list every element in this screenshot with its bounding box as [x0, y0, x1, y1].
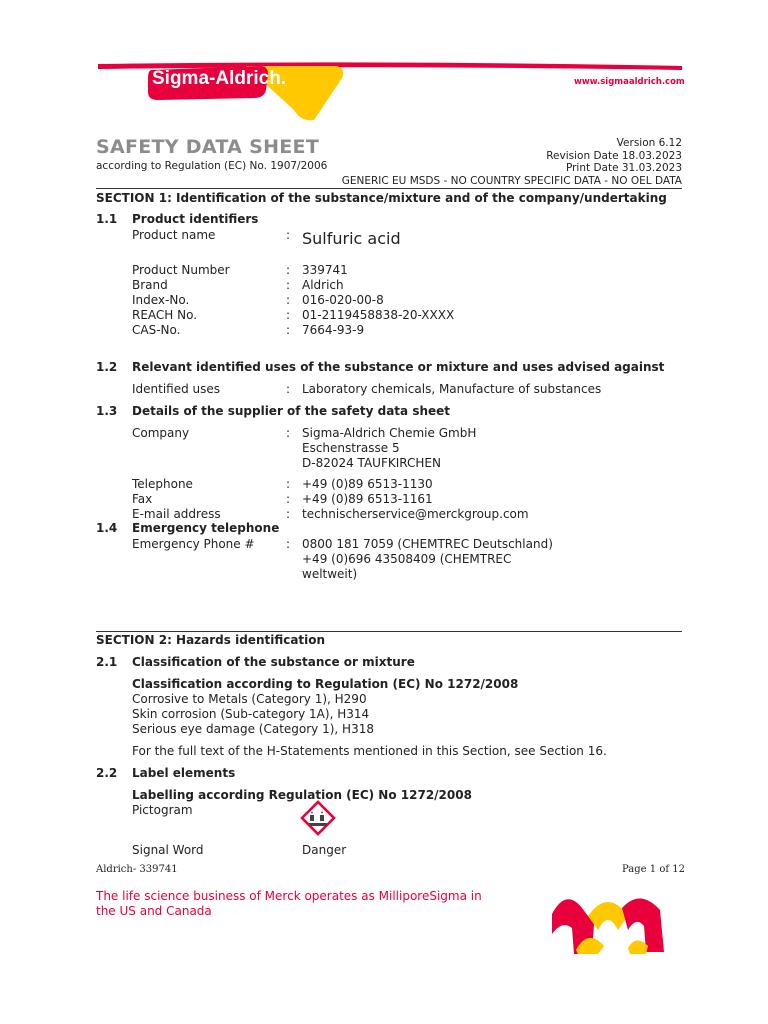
s1-2-title: Relevant identified uses of the substance or mixture and uses advised against — [132, 360, 665, 374]
s1-4-number: 1.4 — [96, 521, 118, 535]
company-city: D-82024 TAUFKIRCHEN — [302, 456, 441, 470]
s1-1-number: 1.1 — [96, 212, 118, 226]
pictogram-label: Pictogram — [132, 803, 193, 817]
generic-note: GENERIC EU MSDS - NO COUNTRY SPECIFIC DATA - NO OEL DATA — [341, 174, 682, 187]
full-text-note: For the full text of the H-Statements mentioned in this Section, see Section 16. — [132, 744, 607, 758]
signal-word-value: Danger — [302, 843, 347, 857]
document-title: SAFETY DATA SHEET — [96, 136, 320, 158]
merck-m-logo-icon — [548, 886, 670, 956]
cas-no-label: CAS-No. — [132, 323, 181, 337]
s2-2-title: Label elements — [132, 766, 236, 780]
identifier-colon: : — [286, 278, 291, 292]
brand-label: Brand — [132, 278, 168, 292]
company-label: Company — [132, 426, 190, 440]
classification-line-1: Corrosive to Metals (Category 1), H290 — [132, 692, 367, 706]
s1-1-title: Product identifiers — [132, 212, 259, 226]
merck-note-line-2: the US and Canada — [96, 904, 212, 918]
company-name: Sigma-Aldrich Chemie GmbH — [302, 426, 477, 440]
product-number-value: 339741 — [302, 263, 348, 277]
emergency-phone-label: Emergency Phone # — [132, 537, 255, 551]
email-value[interactable]: technischerservice@merckgroup.com — [302, 507, 529, 521]
identifier-colon: : — [286, 263, 291, 277]
fax-label: Fax — [132, 492, 153, 506]
page-number: 1 — [649, 864, 657, 875]
signal-word-label: Signal Word — [132, 843, 204, 857]
s1-2-number: 1.2 — [96, 360, 118, 374]
website-url: www.sigmaaldrich.com — [574, 77, 685, 87]
contact-colon: : — [286, 507, 291, 521]
product-name-colon: : — [286, 228, 291, 242]
footer-doc-id: Aldrich- 339741 — [96, 864, 178, 875]
version-block — [342, 137, 682, 187]
index-no-label: Index-No. — [132, 293, 190, 307]
s1-4-title: Emergency telephone — [132, 521, 280, 535]
page-of: of — [659, 864, 670, 875]
page-indicator — [622, 864, 685, 875]
contact-colon: : — [286, 492, 291, 506]
index-no-value: 016-020-00-8 — [302, 293, 384, 307]
product-name-label: Product name — [132, 228, 216, 242]
sigma-aldrich-logo-text: Sigma-Aldrich. — [152, 68, 287, 89]
reach-no-label: REACH No. — [132, 308, 198, 322]
print-date: Print Date 31.03.2023 — [565, 162, 682, 174]
page-total: 12 — [672, 864, 685, 875]
company-colon: : — [286, 426, 291, 440]
fax-value: +49 (0)89 6513-1161 — [302, 492, 433, 506]
s2-2-number: 2.2 — [96, 766, 118, 780]
version: Version 6.12 — [616, 137, 682, 149]
s2-1-number: 2.1 — [96, 655, 118, 669]
merck-note-line-1: The life science business of Merck operates as MilliporeSigma in — [96, 889, 482, 903]
classification-line-2: Skin corrosion (Sub-category 1A), H314 — [132, 707, 370, 721]
brand-value: Aldrich — [302, 278, 344, 292]
section1-title: SECTION 1: Identification of the substance/mixture and of the company/undertaking — [96, 191, 667, 205]
emergency-line-1: 0800 181 7059 (CHEMTREC Deutschland) — [302, 537, 553, 551]
contact-colon: : — [286, 477, 291, 491]
email-label: E-mail address — [132, 507, 221, 521]
telephone-value: +49 (0)89 6513-1130 — [302, 477, 433, 491]
identified-uses-value: Laboratory chemicals, Manufacture of substances — [302, 382, 602, 396]
identified-uses-colon: : — [286, 382, 291, 396]
document-subtitle: according to Regulation (EC) No. 1907/2006 — [96, 160, 328, 172]
labelling-heading: Labelling according Regulation (EC) No 1272/2008 — [132, 788, 472, 802]
telephone-label: Telephone — [132, 477, 193, 491]
corrosion-pictogram-icon — [300, 800, 336, 836]
identifier-colon: : — [286, 323, 291, 337]
identified-uses-label: Identified uses — [132, 382, 221, 396]
company-street: Eschenstrasse 5 — [302, 441, 400, 455]
page-label: Page — [622, 864, 647, 875]
revision-date: Revision Date 18.03.2023 — [546, 149, 682, 162]
s1-3-title: Details of the supplier of the safety data sheet — [132, 404, 451, 418]
identifier-colon: : — [286, 308, 291, 322]
classification-heading: Classification according to Regulation (EC) No 1272/2008 — [132, 677, 519, 691]
product-number-label: Product Number — [132, 263, 230, 277]
s2-1-title: Classification of the substance or mixture — [132, 655, 415, 669]
emergency-line-2: +49 (0)696 43508409 (CHEMTREC — [302, 552, 512, 566]
section2-rule — [96, 631, 682, 632]
cas-no-value: 7664-93-9 — [302, 323, 365, 337]
reach-no-value: 01-2119458838-20-XXXX — [302, 308, 455, 322]
emergency-line-3: weltweit) — [302, 567, 358, 581]
product-name-value: Sulfuric acid — [302, 229, 401, 248]
classification-line-3: Serious eye damage (Category 1), H318 — [132, 722, 374, 736]
emergency-colon: : — [286, 537, 291, 551]
section2-title: SECTION 2: Hazards identification — [96, 633, 326, 647]
s1-3-number: 1.3 — [96, 404, 118, 418]
section1-rule — [96, 188, 682, 189]
identifier-colon: : — [286, 293, 291, 307]
